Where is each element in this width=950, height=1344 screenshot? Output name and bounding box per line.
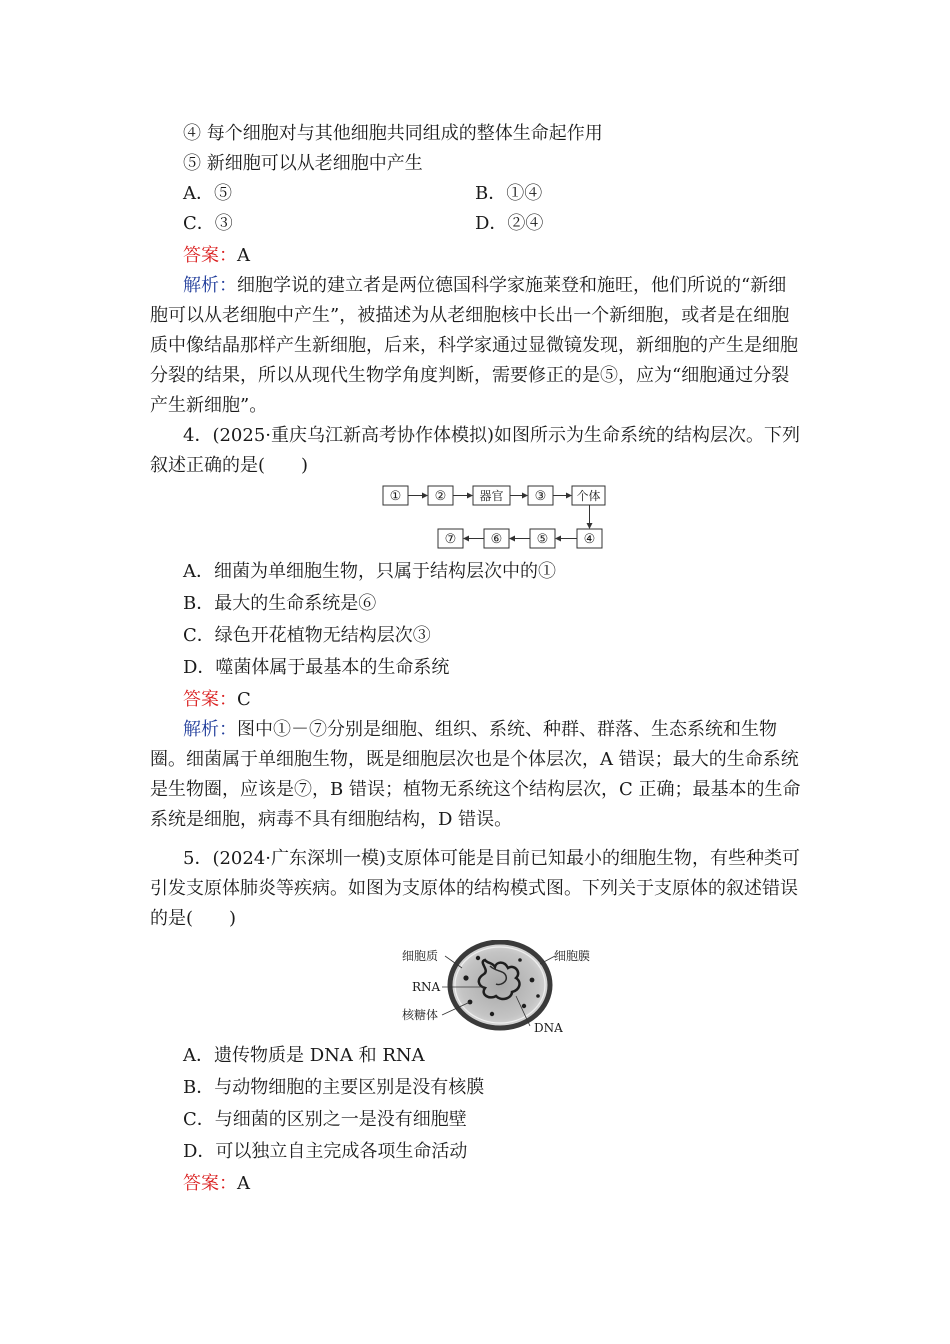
hierarchy-label-2: ② <box>434 489 447 504</box>
answer-value: C <box>237 689 251 710</box>
q3-option-a: A．⑤ <box>183 183 232 204</box>
q5-answer <box>183 1172 250 1196</box>
statement-5: ⑤ 新细胞可以从老细胞中产生 <box>183 153 423 174</box>
hierarchy-label-5: ⑤ <box>536 532 549 547</box>
q5-option-b: B．与动物细胞的主要区别是没有核膜 <box>183 1077 485 1098</box>
label-dna: DNA <box>534 1021 563 1035</box>
answer-value: A <box>237 245 250 266</box>
q5-option-c: C．与细菌的区别之一是没有细胞壁 <box>183 1109 467 1130</box>
label-cytoplasm: 细胞质 <box>402 949 439 963</box>
hierarchy-label-6: ⑥ <box>490 532 503 547</box>
q3-option-d: D．②④ <box>475 213 544 234</box>
hierarchy-label-7: ⑦ <box>444 532 457 547</box>
analysis-label: 解析： <box>183 719 237 740</box>
q3-analysis <box>150 271 804 421</box>
analysis-text: 细胞学说的建立者是两位德国科学家施莱登和施旺，他们所说的“新细胞可以从老细胞中产生”，被描述为从老细胞核中长出一个新细胞，或者是在细胞质中像结晶那样产生新细胞，后来，科学家通过显微镜发现，新细胞的产生是细胞分裂的结果，所以从现代生物学角度判断，需要修正的是⑤，应为“细胞通过分裂产生新细胞”。 <box>150 275 798 416</box>
hierarchy-label-individual: 个体 <box>576 489 601 503</box>
q3-option-b: B．①④ <box>475 183 543 204</box>
label-ribosome: 核糖体 <box>402 1008 439 1022</box>
hierarchy-label-organ: 器官 <box>479 489 504 503</box>
q4-analysis <box>150 715 804 835</box>
q4-option-b: B．最大的生命系统是⑥ <box>183 593 377 614</box>
answer-value: A <box>237 1173 250 1194</box>
q5-option-d: D．可以独立自主完成各项生命活动 <box>183 1141 468 1162</box>
q4-option-c: C．绿色开花植物无结构层次③ <box>183 625 431 646</box>
q3-option-c: C．③ <box>183 213 233 234</box>
analysis-label: 解析： <box>183 275 237 296</box>
mycoplasma-structure-diagram <box>400 940 600 1036</box>
q3-answer <box>183 244 250 268</box>
hierarchy-label-1: ① <box>389 489 402 504</box>
q4-answer <box>183 688 251 712</box>
answer-label: 答案： <box>183 245 237 266</box>
answer-label: 答案： <box>183 1173 237 1194</box>
q4-option-d: D．噬菌体属于最基本的生命系统 <box>183 657 450 678</box>
q5-stem: 5．(2024·广东深圳一模)支原体可能是目前已知最小的细胞生物，有些种类可引发支原体肺炎等疾病。如图为支原体的结构模式图。下列关于支原体的叙述错误的是( ) <box>150 848 801 929</box>
statement-4: ④ 每个细胞对与其他细胞共同组成的整体生命起作用 <box>183 123 603 144</box>
label-rna: RNA <box>412 980 441 994</box>
life-system-hierarchy-diagram <box>378 481 610 553</box>
hierarchy-label-3: ③ <box>534 489 547 504</box>
q4-stem: 4．(2025·重庆乌江新高考协作体模拟)如图所示为生命系统的结构层次。下列叙述正确的是( ) <box>150 425 801 476</box>
q5-option-a: A．遗传物质是 DNA 和 RNA <box>183 1045 425 1066</box>
label-cell-membrane: 细胞膜 <box>554 949 591 963</box>
answer-label: 答案： <box>183 689 237 710</box>
q4-option-a: A．细菌为单细胞生物，只属于结构层次中的① <box>183 561 556 582</box>
hierarchy-label-4: ④ <box>583 532 596 547</box>
analysis-text: 图中①－⑦分别是细胞、组织、系统、种群、群落、生态系统和生物圈。细菌属于单细胞生物，既是细胞层次也是个体层次，A 错误；最大的生命系统是生物圈，应该是⑦，B 错误；植物无系统这个结构层次，C 正确；最基本的生命系统是细胞，病毒不具有细胞结构，D 错误。 <box>150 719 801 830</box>
